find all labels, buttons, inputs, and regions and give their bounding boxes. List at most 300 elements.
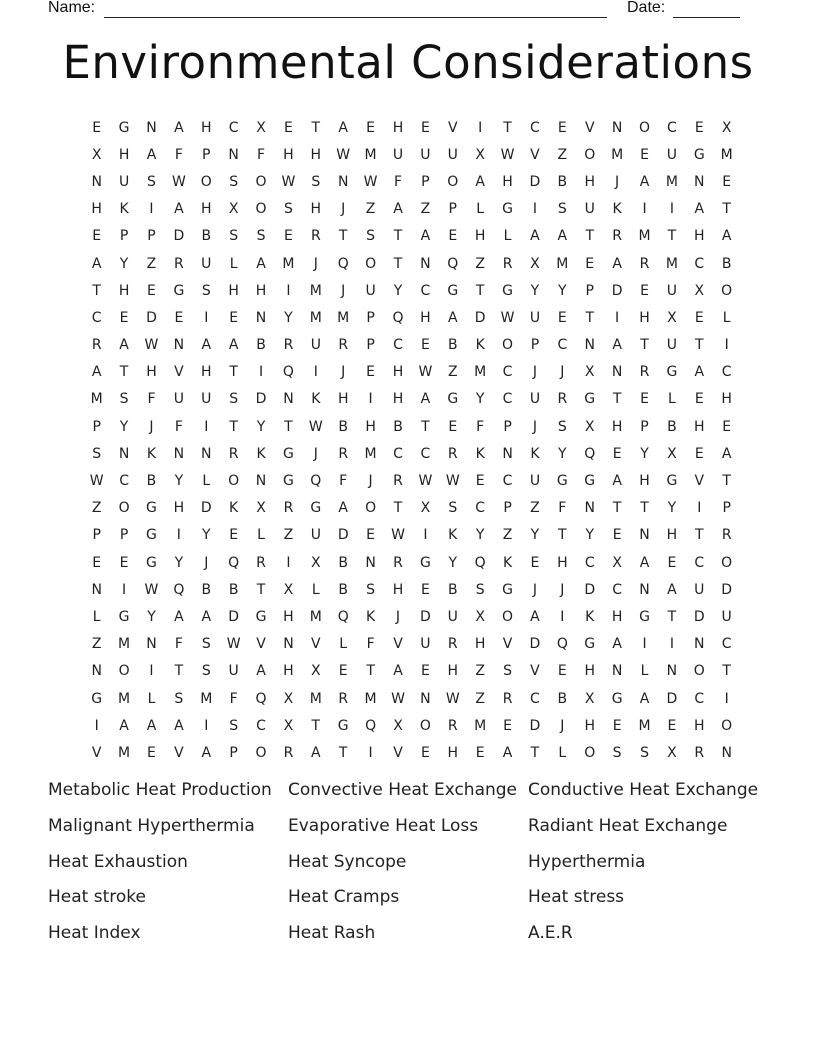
letter-grid bbox=[83, 114, 740, 767]
grid-letter: A bbox=[91, 255, 102, 272]
grid-letter: H bbox=[447, 663, 459, 680]
grid-letter: V bbox=[694, 473, 705, 490]
grid-letter: E bbox=[557, 663, 567, 680]
grid-letter: T bbox=[119, 364, 129, 381]
grid-letter: W bbox=[171, 173, 186, 190]
grid-letter: E bbox=[640, 146, 649, 163]
grid-letter: F bbox=[257, 146, 266, 163]
grid-letter: Q bbox=[255, 690, 267, 707]
grid-letter: G bbox=[447, 282, 459, 299]
grid-letter: O bbox=[365, 500, 377, 517]
grid-letter: L bbox=[311, 581, 320, 598]
grid-letter: M bbox=[611, 146, 624, 163]
grid-letter: E bbox=[420, 744, 430, 761]
grid-letter: E bbox=[694, 445, 704, 462]
grid-letter: U bbox=[420, 636, 431, 653]
grid-letter: X bbox=[311, 663, 321, 680]
grid-letter: R bbox=[393, 554, 403, 571]
grid-letter: I bbox=[478, 119, 483, 136]
word-list-item: Heat Rash bbox=[288, 923, 376, 944]
grid-letter: X bbox=[694, 282, 705, 299]
grid-letter: K bbox=[146, 445, 157, 462]
grid-letter: O bbox=[419, 717, 431, 734]
grid-letter: P bbox=[503, 418, 512, 435]
grid-letter: T bbox=[695, 527, 704, 544]
grid-letter: S bbox=[229, 173, 239, 190]
grid-letter: R bbox=[283, 337, 294, 354]
grid-letter: B bbox=[338, 554, 349, 571]
grid-letter: N bbox=[639, 581, 650, 598]
grid-letter: J bbox=[560, 581, 565, 598]
grid-letter: F bbox=[476, 418, 485, 435]
grid-letter: H bbox=[584, 173, 595, 190]
grid-letter: G bbox=[666, 473, 678, 490]
grid-letter: R bbox=[338, 337, 349, 354]
grid-letter: M bbox=[364, 146, 377, 163]
grid-letter: I bbox=[176, 527, 181, 544]
grid-letter: G bbox=[255, 608, 267, 625]
grid-letter: I bbox=[724, 337, 729, 354]
grid-letter: D bbox=[228, 608, 240, 625]
grid-letter: M bbox=[474, 364, 487, 381]
grid-letter: S bbox=[201, 663, 211, 680]
grid-letter: X bbox=[475, 608, 485, 625]
grid-letter: H bbox=[584, 717, 595, 734]
grid-letter: X bbox=[584, 418, 595, 435]
grid-letter: E bbox=[174, 309, 184, 326]
grid-letter: S bbox=[229, 228, 239, 245]
grid-letter: T bbox=[667, 228, 677, 245]
grid-letter: J bbox=[341, 201, 346, 218]
grid-letter: D bbox=[529, 717, 541, 734]
grid-letter: M bbox=[90, 391, 103, 408]
grid-letter: Z bbox=[283, 527, 294, 544]
grid-letter: A bbox=[311, 744, 321, 761]
grid-letter: G bbox=[611, 690, 623, 707]
grid-letter: L bbox=[667, 391, 676, 408]
grid-letter: D bbox=[584, 581, 596, 598]
grid-letter: D bbox=[419, 608, 431, 625]
grid-letter: A bbox=[721, 445, 732, 462]
grid-letter: F bbox=[147, 391, 156, 408]
grid-letter: S bbox=[119, 391, 129, 408]
grid-letter: B bbox=[146, 473, 157, 490]
grid-letter: O bbox=[365, 255, 377, 272]
grid-letter: P bbox=[503, 500, 512, 517]
grid-letter: N bbox=[255, 473, 267, 490]
grid-letter: B bbox=[557, 173, 568, 190]
grid-letter: N bbox=[420, 690, 431, 707]
grid-letter: O bbox=[255, 744, 267, 761]
grid-letter: N bbox=[201, 445, 212, 462]
grid-letter: G bbox=[146, 500, 157, 517]
grid-letter: C bbox=[694, 690, 705, 707]
grid-letter: C bbox=[667, 119, 677, 136]
grid-letter: M bbox=[118, 690, 131, 707]
grid-letter: E bbox=[667, 554, 677, 571]
grid-letter: N bbox=[91, 581, 102, 598]
grid-letter: V bbox=[530, 663, 540, 680]
grid-letter: S bbox=[557, 418, 567, 435]
grid-letter: L bbox=[257, 527, 265, 544]
grid-letter: T bbox=[722, 201, 731, 218]
grid-letter: T bbox=[695, 337, 704, 354]
grid-letter: O bbox=[721, 554, 733, 571]
grid-letter: Z bbox=[420, 201, 431, 218]
grid-letter: T bbox=[475, 282, 485, 299]
grid-letter: D bbox=[611, 282, 623, 299]
grid-letter: A bbox=[667, 581, 677, 598]
grid-letter: I bbox=[204, 418, 209, 435]
grid-letter: E bbox=[557, 309, 567, 326]
grid-letter: W bbox=[281, 173, 296, 190]
grid-letter: E bbox=[475, 473, 485, 490]
grid-letter: G bbox=[584, 636, 596, 653]
grid-letter: H bbox=[392, 391, 404, 408]
grid-letter: G bbox=[584, 391, 596, 408]
grid-letter: G bbox=[556, 473, 568, 490]
grid-letter: O bbox=[118, 500, 130, 517]
grid-letter: X bbox=[283, 690, 294, 707]
grid-letter: P bbox=[202, 146, 211, 163]
grid-letter: S bbox=[366, 581, 376, 598]
grid-letter: L bbox=[558, 744, 567, 761]
grid-letter: N bbox=[173, 337, 185, 354]
grid-letter: J bbox=[532, 418, 538, 435]
grid-letter: P bbox=[366, 337, 375, 354]
grid-letter: U bbox=[666, 282, 678, 299]
grid-letter: C bbox=[612, 581, 622, 598]
grid-letter: M bbox=[282, 255, 295, 272]
grid-letter: E bbox=[667, 717, 677, 734]
grid-letter: R bbox=[393, 473, 403, 490]
grid-letter: D bbox=[529, 636, 541, 653]
grid-letter: M bbox=[364, 445, 377, 462]
grid-letter: B bbox=[228, 581, 239, 598]
grid-letter: J bbox=[395, 608, 401, 625]
grid-letter: B bbox=[256, 337, 266, 354]
grid-letter: V bbox=[174, 744, 184, 761]
grid-letter: E bbox=[420, 337, 430, 354]
grid-letter: E bbox=[229, 527, 239, 544]
grid-letter: Y bbox=[174, 554, 184, 571]
grid-letter: K bbox=[229, 500, 239, 517]
grid-letter: Y bbox=[201, 527, 211, 544]
grid-letter: L bbox=[476, 201, 485, 218]
grid-letter: C bbox=[420, 282, 431, 299]
grid-letter: U bbox=[694, 581, 705, 598]
grid-letter: P bbox=[229, 744, 238, 761]
word-list-item: Metabolic Heat Production bbox=[48, 780, 272, 800]
grid-letter: X bbox=[420, 500, 431, 517]
grid-letter: F bbox=[339, 473, 348, 490]
grid-letter: H bbox=[228, 282, 239, 299]
grid-letter: F bbox=[174, 636, 183, 653]
grid-letter: L bbox=[147, 690, 156, 707]
grid-letter: A bbox=[91, 364, 102, 381]
grid-letter: M bbox=[720, 146, 733, 163]
grid-letter: A bbox=[475, 173, 485, 190]
grid-letter: K bbox=[612, 201, 622, 218]
grid-letter: E bbox=[119, 554, 129, 571]
grid-letter: E bbox=[92, 554, 102, 571]
grid-letter: B bbox=[447, 581, 458, 598]
grid-letter: H bbox=[200, 119, 212, 136]
grid-letter: B bbox=[201, 228, 212, 245]
grid-letter: U bbox=[228, 663, 239, 680]
grid-letter: T bbox=[393, 255, 403, 272]
grid-letter: G bbox=[310, 500, 322, 517]
grid-letter: N bbox=[255, 309, 267, 326]
grid-letter: N bbox=[283, 391, 294, 408]
grid-letter: W bbox=[144, 337, 159, 354]
grid-letter: T bbox=[640, 500, 649, 517]
grid-letter: C bbox=[694, 554, 705, 571]
grid-letter: K bbox=[585, 608, 595, 625]
grid-letter: T bbox=[612, 391, 622, 408]
grid-letter: Q bbox=[228, 554, 240, 571]
grid-letter: Q bbox=[392, 309, 404, 326]
grid-letter: B bbox=[393, 418, 403, 435]
grid-letter: H bbox=[283, 146, 294, 163]
grid-letter: H bbox=[666, 527, 678, 544]
grid-letter: W bbox=[336, 146, 351, 163]
grid-letter: I bbox=[724, 690, 729, 707]
grid-letter: I bbox=[642, 636, 647, 653]
grid-letter: L bbox=[339, 636, 348, 653]
word-list-item: Heat Index bbox=[48, 923, 141, 944]
grid-letter: N bbox=[584, 337, 595, 354]
grid-letter: H bbox=[392, 364, 404, 381]
grid-letter: N bbox=[420, 255, 431, 272]
grid-letter: I bbox=[122, 581, 127, 598]
grid-letter: A bbox=[174, 717, 184, 734]
grid-letter: V bbox=[393, 636, 403, 653]
grid-letter: G bbox=[419, 554, 431, 571]
grid-letter: G bbox=[502, 282, 513, 299]
grid-letter: E bbox=[530, 554, 540, 571]
grid-letter: B bbox=[667, 418, 677, 435]
grid-letter: H bbox=[639, 309, 650, 326]
grid-letter: Y bbox=[530, 527, 540, 544]
grid-letter: C bbox=[721, 364, 732, 381]
word-list-item: Radiant Heat Exchange bbox=[528, 815, 728, 836]
grid-letter: C bbox=[475, 500, 486, 517]
grid-letter: U bbox=[447, 146, 458, 163]
grid-letter: P bbox=[530, 337, 540, 354]
grid-letter: A bbox=[201, 337, 212, 354]
grid-letter: E bbox=[640, 282, 649, 299]
grid-letter: H bbox=[447, 744, 459, 761]
grid-letter: N bbox=[283, 636, 294, 653]
grid-letter: O bbox=[502, 608, 514, 625]
grid-letter: E bbox=[612, 527, 622, 544]
grid-letter: M bbox=[118, 636, 131, 653]
grid-letter: S bbox=[147, 173, 156, 190]
grid-letter: A bbox=[201, 744, 212, 761]
grid-letter: G bbox=[447, 391, 459, 408]
grid-letter: W bbox=[363, 173, 378, 190]
grid-letter: X bbox=[667, 744, 677, 761]
grid-letter: E bbox=[229, 309, 239, 326]
word-list-item: Hyperthermia bbox=[528, 851, 646, 872]
grid-letter: Q bbox=[447, 255, 459, 272]
grid-letter: Z bbox=[475, 690, 485, 707]
grid-letter: E bbox=[503, 717, 512, 734]
grid-letter: R bbox=[447, 445, 458, 462]
grid-letter: I bbox=[669, 636, 674, 653]
grid-letter: M bbox=[556, 255, 569, 272]
grid-letter: O bbox=[118, 663, 130, 680]
grid-letter: M bbox=[638, 717, 651, 734]
grid-letter: O bbox=[502, 337, 514, 354]
grid-letter: B bbox=[557, 690, 568, 707]
grid-letter: Z bbox=[91, 500, 102, 517]
grid-letter: D bbox=[474, 309, 486, 326]
grid-letter: C bbox=[557, 337, 568, 354]
grid-letter: R bbox=[338, 690, 349, 707]
grid-letter: S bbox=[256, 228, 266, 245]
grid-letter: V bbox=[91, 744, 102, 761]
grid-letter: X bbox=[612, 554, 622, 571]
grid-letter: M bbox=[337, 309, 350, 326]
grid-letter: D bbox=[146, 309, 157, 326]
grid-letter: P bbox=[92, 418, 101, 435]
grid-letter: U bbox=[529, 309, 541, 326]
grid-letter: E bbox=[420, 663, 430, 680]
grid-letter: N bbox=[146, 119, 157, 136]
grid-letter: O bbox=[584, 146, 596, 163]
grid-letter: H bbox=[611, 418, 623, 435]
grid-letter: S bbox=[283, 201, 293, 218]
grid-letter: R bbox=[639, 255, 650, 272]
grid-letter: V bbox=[174, 364, 184, 381]
grid-letter: T bbox=[640, 337, 649, 354]
grid-letter: G bbox=[337, 717, 349, 734]
grid-letter: E bbox=[694, 309, 704, 326]
grid-letter: E bbox=[722, 173, 732, 190]
date-label: Date: bbox=[627, 0, 666, 16]
grid-letter: E bbox=[448, 418, 458, 435]
grid-letter: F bbox=[558, 500, 567, 517]
grid-letter: G bbox=[639, 608, 650, 625]
grid-letter: K bbox=[475, 445, 485, 462]
grid-letter: M bbox=[665, 173, 678, 190]
grid-letter: C bbox=[393, 445, 403, 462]
grid-letter: S bbox=[557, 201, 567, 218]
grid-letter: W bbox=[500, 146, 515, 163]
grid-letter: E bbox=[722, 418, 732, 435]
grid-letter: Z bbox=[530, 500, 540, 517]
grid-letter: T bbox=[667, 608, 677, 625]
grid-letter: W bbox=[445, 473, 460, 490]
grid-letter: M bbox=[474, 717, 487, 734]
grid-letter: S bbox=[475, 581, 485, 598]
grid-letter: H bbox=[283, 663, 294, 680]
grid-letter: D bbox=[255, 391, 267, 408]
grid-letter: J bbox=[368, 473, 373, 490]
grid-letter: Z bbox=[502, 527, 513, 544]
grid-letter: K bbox=[475, 337, 485, 354]
word-list-item: Convective Heat Exchange bbox=[288, 780, 518, 800]
grid-letter: H bbox=[392, 581, 404, 598]
grid-letter: Y bbox=[667, 500, 677, 517]
grid-letter: V bbox=[393, 744, 403, 761]
grid-letter: N bbox=[584, 500, 595, 517]
grid-letter: Q bbox=[337, 608, 349, 625]
grid-letter: A bbox=[338, 119, 348, 136]
grid-letter: T bbox=[530, 744, 540, 761]
grid-letter: E bbox=[147, 744, 156, 761]
grid-letter: N bbox=[502, 445, 513, 462]
grid-letter: W bbox=[308, 418, 323, 435]
grid-letter: T bbox=[366, 663, 375, 680]
grid-letter: M bbox=[309, 309, 322, 326]
name-blank-line bbox=[104, 17, 607, 18]
grid-letter: L bbox=[640, 663, 649, 680]
grid-letter: R bbox=[228, 445, 239, 462]
grid-letter: H bbox=[694, 228, 705, 245]
grid-letter: U bbox=[666, 146, 678, 163]
grid-letter: C bbox=[530, 119, 540, 136]
grid-letter: A bbox=[174, 119, 184, 136]
grid-letter: F bbox=[174, 146, 183, 163]
grid-letter: X bbox=[584, 690, 595, 707]
grid-letter: R bbox=[283, 500, 294, 517]
grid-letter: E bbox=[119, 309, 129, 326]
grid-letter: T bbox=[256, 581, 266, 598]
grid-letter: X bbox=[667, 445, 677, 462]
grid-letter: R bbox=[639, 364, 650, 381]
grid-letter: S bbox=[503, 663, 512, 680]
grid-letter: X bbox=[584, 364, 595, 381]
grid-letter: S bbox=[448, 500, 458, 517]
grid-letter: Q bbox=[310, 473, 322, 490]
grid-letter: D bbox=[337, 527, 349, 544]
word-list-item: A.E.R bbox=[528, 923, 573, 944]
grid-letter: H bbox=[365, 418, 376, 435]
grid-letter: Y bbox=[147, 608, 156, 625]
grid-letter: Y bbox=[448, 554, 458, 571]
grid-letter: G bbox=[502, 201, 513, 218]
grid-letter: L bbox=[202, 473, 211, 490]
grid-letter: D bbox=[529, 173, 541, 190]
date-blank-line bbox=[673, 17, 740, 18]
grid-letter: A bbox=[256, 663, 266, 680]
grid-letter: R bbox=[612, 228, 622, 245]
grid-letter: W bbox=[391, 527, 405, 544]
grid-letter: C bbox=[584, 554, 595, 571]
grid-letter: L bbox=[229, 255, 238, 272]
grid-letter: S bbox=[201, 282, 211, 299]
grid-letter: T bbox=[503, 119, 512, 136]
grid-letter: H bbox=[337, 391, 349, 408]
grid-letter: H bbox=[584, 663, 595, 680]
grid-letter: M bbox=[309, 282, 322, 299]
grid-letter: H bbox=[91, 201, 102, 218]
grid-letter: I bbox=[94, 717, 99, 734]
grid-letter: K bbox=[366, 608, 376, 625]
grid-letter: W bbox=[418, 473, 433, 490]
grid-letter: Y bbox=[393, 282, 403, 299]
grid-letter: U bbox=[201, 255, 212, 272]
word-list-item: Heat Syncope bbox=[288, 851, 407, 872]
grid-letter: A bbox=[694, 364, 705, 381]
grid-letter: A bbox=[256, 255, 266, 272]
grid-letter: H bbox=[639, 473, 650, 490]
grid-letter: O bbox=[638, 119, 651, 136]
grid-letter: I bbox=[642, 201, 647, 218]
